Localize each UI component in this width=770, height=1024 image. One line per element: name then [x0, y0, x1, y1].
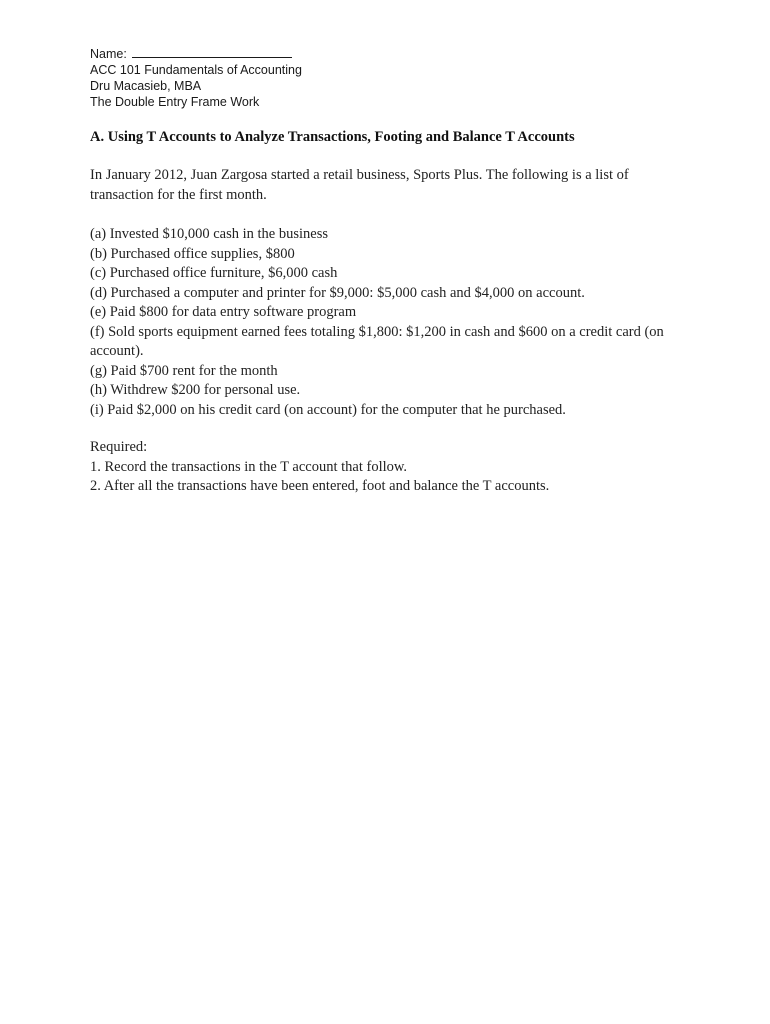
transaction-item: (f) Sold sports equipment earned fees totaling $1,800: $1,200 in cash and $600 on a credit card (on account). [90, 323, 664, 359]
transaction-item: (b) Purchased office supplies, $800 [90, 245, 295, 262]
transaction-item: (d) Purchased a computer and printer for $9,000: $5,000 cash and $4,000 on account. [90, 284, 585, 301]
document-header [90, 46, 302, 110]
course-title: ACC 101 Fundamentals of Accounting [90, 63, 302, 77]
intro-paragraph: In January 2012, Juan Zargosa started a retail business, Sports Plus. The following is a list of transaction for the first month. [90, 167, 629, 203]
instructor-name: Dru Macasieb, MBA [90, 79, 202, 93]
transaction-list [90, 225, 690, 420]
transaction-item: (a) Invested $10,000 cash in the business [90, 226, 328, 242]
transaction-item: (h) Withdrew $200 for personal use. [90, 382, 301, 398]
name-field [90, 46, 302, 62]
section-title: A. Using T Accounts to Analyze Transactions, Footing and Balance T Accounts [90, 129, 575, 145]
name-label: Name: [90, 47, 127, 61]
topic-title: The Double Entry Frame Work [90, 95, 260, 109]
required-item: 1. Record the transactions in the T account that follow. [90, 458, 408, 475]
transaction-item: (e) Paid $800 for data entry software program [90, 304, 357, 320]
transaction-item: (g) Paid $700 rent for the month [90, 362, 278, 379]
transaction-item: (i) Paid $2,000 on his credit card (on account) for the computer that he purchased. [90, 401, 566, 418]
transaction-item: (c) Purchased office furniture, $6,000 cash [90, 265, 338, 281]
name-blank-line[interactable] [132, 46, 292, 58]
required-heading: Required: [90, 439, 148, 455]
required-section [90, 438, 690, 497]
required-item: 2. After all the transactions have been entered, foot and balance the T accounts. [90, 478, 550, 494]
